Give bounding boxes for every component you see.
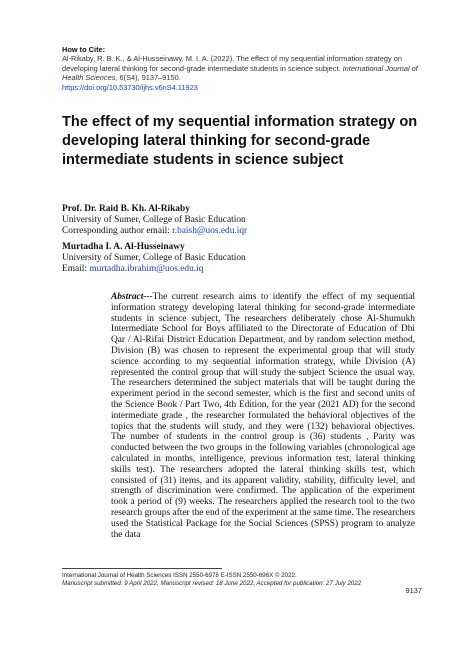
contact-label: Corresponding author email: (62, 225, 170, 236)
paper-title: The effect of my sequential information strategy on developing lateral thinking for second-grade intermediate students in science subject (62, 114, 418, 168)
abstract-text: The current research aims to identify the effect of my sequential information strategy developing lateral thinking for second-grade intermediate students in science subject, The researchers deliberately chose Al-Shumukh Intermediate School for Boys affiliated to the Directorate of Education of Dhi Qar / Al-Rifai District Education Department, and by random selection method, Division (B) was chosen to represent the experimental group that will study science according to my sequential information strategy, while Division (A) represented the control group that will study the subject Science the usual way. The researchers determined the subject materials that will be taught during the experiment period in the second semester, which is the first and second units of the Science Book / Part Two, 4th Edition, for the year (2021 AD) for the second intermediate grade , the researcher formulated the behavioral objectives of the topics that the students will study, and they were (132) behavioral objectives. The number of students in the control group is (36) students , Parity was conducted between the two groups in the following variables (chronological age calculated in months, intelligence, previous information test, lateral thinking skills test). The researchers adopted the lateral thinking skills test, which consisted of (31) items, and its apparent validity, stability, difficulty level, and strength of discrimination were confirmed. The application of the experiment took a period of (9) weeks. The researchers applied the research tool to the two research groups after the end of the experiment at the same time. The researchers used the Statistical Package for the Social Sciences (SPSS) program to analyze the data (111, 292, 415, 540)
citation-journal: International Journal of Health Sciences, (62, 63, 418, 83)
author-block-2 (62, 242, 422, 274)
abstract-paragraph (111, 292, 415, 540)
footer-divider (62, 568, 222, 569)
abstract-lead: Abstract--- (111, 292, 153, 302)
author-email-link[interactable]: r.baish@uos.edu.iqr (172, 225, 248, 236)
citation-volume-pages: 6(S4), 9137–9150. (117, 73, 181, 83)
citation-doi-link[interactable]: https://doi.org/10.53730/ijhs.v6nS4.11923 (62, 82, 198, 92)
footer-notes (62, 572, 422, 588)
author-email-link[interactable]: murtadha.ibrahim@uos.edu.iq (89, 263, 204, 274)
author-contact-line (62, 226, 422, 237)
footer-dates: Manuscript submitted: 9 April 2022, Manuscript revised: 18 June 2022, Accepted for publication: 27 July 2022 (62, 580, 362, 587)
citation-label: How to Cite: (62, 45, 106, 54)
author-affiliation: University of Sumer, College of Basic Education (62, 214, 246, 225)
author-block-1 (62, 204, 422, 236)
author-name: Murtadha I. A. Al-Husseinawy (62, 242, 185, 252)
citation-block (62, 45, 422, 92)
author-name: Prof. Dr. Raid B. Kh. Al-Rikaby (62, 204, 190, 214)
citation-text (62, 54, 422, 82)
author-affiliation: University of Sumer, College of Basic Education (62, 252, 246, 263)
citation-authors: Al-Rikaby, R. B. K., & Al-Husseinawy, M. I. A. (2022). The effect of my sequential information strategy on developing lateral thinking for second-grade intermediate students in science subject. (62, 54, 402, 73)
contact-label: Email: (62, 263, 87, 274)
page-number: 9137 (405, 586, 422, 595)
footer-journal-line: International Journal of Health Sciences ISSN 2550-6978 E-ISSN 2550-696X © 2022. (62, 572, 297, 579)
author-contact-line (62, 264, 422, 275)
